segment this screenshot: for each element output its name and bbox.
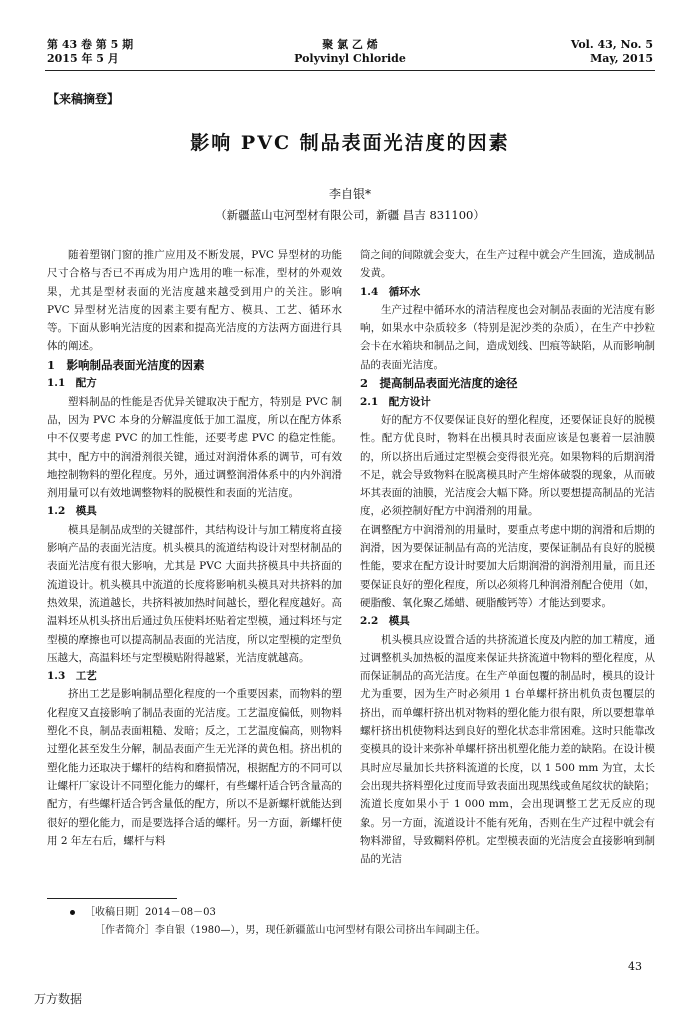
footnote-author-bio: ［作者简介］李自银（1980—），男，现任新疆蓝山屯河型材有限公司挤出车间副主任。	[95, 925, 486, 936]
section-tag: 【来稿摘登】	[47, 92, 120, 106]
journal-volume-info-en	[571, 38, 653, 66]
header-divider	[45, 70, 655, 71]
volume-issue-en: Vol. 43, No. 5	[570, 38, 653, 51]
publication-date: 2015 年 5 月	[47, 52, 119, 65]
received-date: ［收稿日期］2014－08－03	[85, 907, 216, 918]
paragraph-1-3: 挤出工艺是影响制品塑化程度的一个重要因素，而物料的塑化程度又直接影响了制品表面的光洁度。工艺温度偏低，则物料塑化不良，制品表面粗糙、发暗；反之，工艺温度偏高，则物料过塑化甚至发生分解，制品表面产生无光泽的黄色相。挤出机的塑化能力还取决于螺杆的结构和磨损情况，根据配方的不同可以让螺杆厂家设计不同塑化能力的螺杆，有些螺杆适合钙含量高的配方，有些螺杆适合钙含量低的配方，所以不是新螺杆就能达到很好的塑化能力，而是要选择合适的螺杆。另一方面，新螺杆使用 2 年左右后，螺杆与料	[47, 688, 342, 847]
journal-name-cn: 聚 氯 乙 烯	[322, 38, 378, 51]
watermark: 万方数据	[34, 992, 83, 1006]
subsection-heading-1-1: 1.1 配方	[47, 377, 97, 390]
footnote-divider	[47, 898, 177, 899]
right-column	[360, 246, 655, 868]
section-heading-2: 2 提高制品表面光洁度的途径	[360, 376, 518, 391]
footnote-bullet-icon	[70, 910, 75, 915]
article-title: 影响 PVC 制品表面光洁度的因素	[190, 132, 510, 154]
volume-issue: 第 43 卷 第 5 期	[47, 38, 134, 51]
footnote-received	[70, 904, 216, 922]
paragraph-2-1a: 好的配方不仅要保证良好的塑化程度，还要保证良好的脱模性。配方优良时，物料在出模具时表面应该是包裹着一层油膜的，所以挤出后通过定型模会变得很光亮。如果物料的后期润滑不足，就会导致物料在脱离模具时产生熔体破裂的现象，从而破坏其表面的油膜，光洁度会大幅下降。所以要想提高制品的光洁度，必须控制好配方中润滑剂的用量。	[360, 413, 655, 518]
paragraph-2-1b: 在调整配方中润滑剂的用量时，要重点考虑中期的润滑和后期的润滑，因为要保证制品有高的光洁度，要保证制品有良好的脱模性能，要求在配方设计时要加大后期润滑的润滑剂用量，而且还要保证良好的塑化程度，所以必须将几种润滑剂配合使用（如，硬脂酸、氧化聚乙烯蜡、硬脂酸钙等）才能达到要求。	[360, 523, 655, 609]
subsection-heading-2-1: 2.1 配方设计	[360, 395, 431, 408]
subsection-heading-1-2: 1.2 模具	[47, 505, 97, 518]
paragraph-1-4: 生产过程中循环水的清洁程度也会对制品表面的光洁度有影响，如果水中杂质较多（特别是泥沙类的杂质），在生产中抄粒会卡在水箱块和制品之间，造成划线、凹痕等缺陷，从而影响制品的表面光洁度。	[360, 303, 655, 371]
subsection-heading-1-4: 1.4 循环水	[360, 285, 421, 298]
paragraph-1-1: 塑料制品的性能是否优异关键取决于配方，特别是 PVC 制品，因为 PVC 本身的分解温度低于加工温度，所以在配方体系中不仅要考虑 PVC 的加工性能，还要考虑 PVC 的稳定性能。其中，配方中的润滑剂很关键，通过对润滑体系的调节，可有效地控制物料的塑化程度。另外，通过调整润滑体系中的内外润滑剂用量可以有效地调整物料的脱模性和表面的光洁度。	[47, 395, 342, 500]
author: 李自银*	[328, 187, 371, 201]
publication-date-en: May, 2015	[590, 52, 653, 65]
journal-name-en: Polyvinyl Chloride	[294, 52, 406, 65]
paragraph-continued: 筒之间的间隙就会变大，在生产过程中就会产生回流，造成制品发黄。	[360, 249, 655, 280]
left-column	[47, 246, 342, 850]
page-number: 43	[628, 960, 642, 973]
section-heading-1: 1 影响制品表面光洁度的因素	[47, 357, 205, 372]
paragraph-1-2: 模具是制品成型的关键部件，其结构设计与加工精度将直接影响产品的表面光洁度。机头模具的流道结构设计对型材制品的表面光洁度有很大影响，尤其是 PVC 大面共挤模具中共挤面的流道设计。机头模具中流道的长度将影响机头模具对共挤料的加热效果，流道越长，共挤料被加热时间越长，塑化程度越好。高温料坯从机头挤出后通过负压使料坯贴着定型模，通过料坯与定型模的摩擦也可以提高制品表面的光洁度，所以定型模的定型负压越大，高温料坯与定型模贴附得越紧，光洁度就越高。	[47, 523, 342, 664]
subsection-heading-1-3: 1.3 工艺	[47, 670, 97, 683]
journal-volume-info	[47, 38, 133, 66]
subsection-heading-2-2: 2.2 模具	[360, 615, 410, 628]
paragraph-2-2: 机头模具应设置合适的共挤流道长度及内腔的加工精度，通过调整机头加热板的温度来保证共挤流道中物料的塑化程度，从而保证制品的高光洁度。在生产单面包覆的制品时，模具的设计尤为重要，因为生产时必须用 1 台单螺杆挤出机负责包覆层的挤出，而单螺杆挤出机对物料的塑化能力很有限，所以要想靠单螺杆挤出机使物料达到良好的塑化状态非常困难。这时只能靠改变模具的设计来弥补单螺杆挤出机塑化能力差的缺陷。在设计模具时应尽量加长共挤料流道的长度，以 1 500 mm 为宜，太长会出现共挤料塑化过度而导致表面出现黑线或鱼尾纹状的缺陷；流道长度如果小于 1 000 mm，会出现调整工艺无反应的现象。另一方面，流道设计不能有死角，否则在生产过程中就会有物料滞留，导致糊料停机。定型模表面的光洁度会直接影响到制品的光洁	[360, 633, 655, 866]
journal-name	[250, 38, 450, 66]
intro-paragraph: 随着塑钢门窗的推广应用及不断发展，PVC 异型材的功能尺寸合格与否已不再成为用户选用的唯一标准，型材的外观效果，尤其是型材表面的光洁度越来越受到用户的关注。影响 PVC 异型材光洁度的因素主要有配方、模具、工艺、循环水等。下面从影响光洁度的因素和提高光洁度的方法两方面进行具体的阐述。	[47, 249, 342, 353]
affiliation: （新疆蓝山屯河型材有限公司，新疆 昌吉 831100）	[215, 208, 485, 222]
